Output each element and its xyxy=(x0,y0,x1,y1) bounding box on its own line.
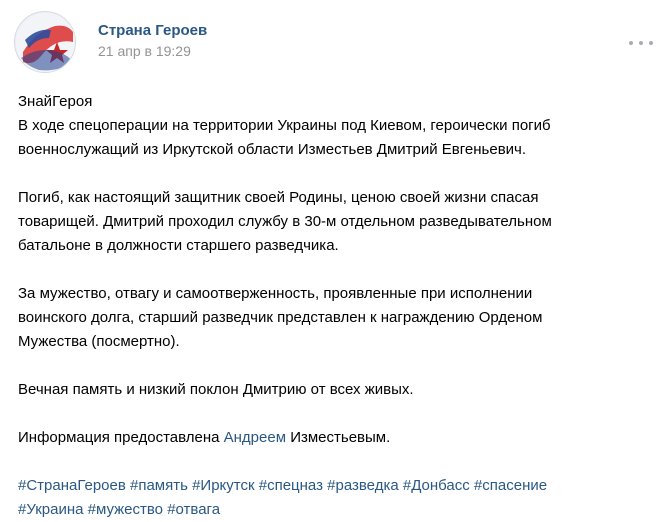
post-header xyxy=(14,11,654,73)
hashtags xyxy=(18,474,658,522)
post-text-line: Погиб, как настоящий защитник своей Родины, ценою своей жизни спасая xyxy=(18,189,539,206)
post-text-line: батальоне в должности старшего разведчика. xyxy=(18,237,339,254)
hashtag-link[interactable]: #Донбасс xyxy=(402,477,470,494)
post-text-line: За мужество, отвагу и самоотверженность, проявленные при исполнении xyxy=(18,285,533,302)
hashtag-link[interactable]: #Иркутск xyxy=(192,477,255,494)
post-tag-line: ЗнайГероя xyxy=(18,93,93,110)
post-text-line: Мужества (посмертно). xyxy=(18,333,180,350)
post-date[interactable]: 21 апр в 19:29 xyxy=(98,43,191,59)
hashtag-link[interactable]: #отвага xyxy=(167,501,221,518)
post-text-line: воинского долга, старший разведчик представлен к награждению Орденом xyxy=(18,309,543,326)
avatar[interactable] xyxy=(14,11,76,73)
hashtag-link[interactable]: #мужество xyxy=(87,501,164,518)
hashtag-link[interactable]: #разведка xyxy=(327,477,399,494)
hashtag-link[interactable]: #Украина xyxy=(18,501,84,518)
hashtag-link[interactable]: #спецназ xyxy=(258,477,323,494)
post-text-line: военнослужащий из Иркутской области Изместьев Дмитрий Евгеньевич. xyxy=(18,141,527,158)
author-name[interactable]: Страна Героев xyxy=(98,22,208,39)
post-text-line: Вечная память и низкий поклон Дмитрию от всех живых. xyxy=(18,381,414,398)
mention-link[interactable]: Андреем xyxy=(223,429,287,446)
star-logo-icon xyxy=(15,12,76,73)
hashtag-row xyxy=(18,474,658,498)
credit-text: Изместьевым. xyxy=(286,429,391,446)
post-body xyxy=(18,90,658,522)
more-dots-icon[interactable] xyxy=(628,38,654,48)
post-credit-line xyxy=(18,426,658,450)
hashtag-link[interactable]: #память xyxy=(129,477,188,494)
post-text-line: В ходе спецоперации на территории Украины под Киевом, героически погиб xyxy=(18,117,551,134)
post-text-line: товарищей. Дмитрий проходил службу в 30-м отдельном разведывательном xyxy=(18,213,552,230)
hashtag-link[interactable]: #спасение xyxy=(473,477,548,494)
hashtag-row xyxy=(18,498,658,522)
hashtag-link[interactable]: #СтранаГероев xyxy=(18,477,126,494)
credit-text: Информация предоставлена xyxy=(18,429,224,446)
